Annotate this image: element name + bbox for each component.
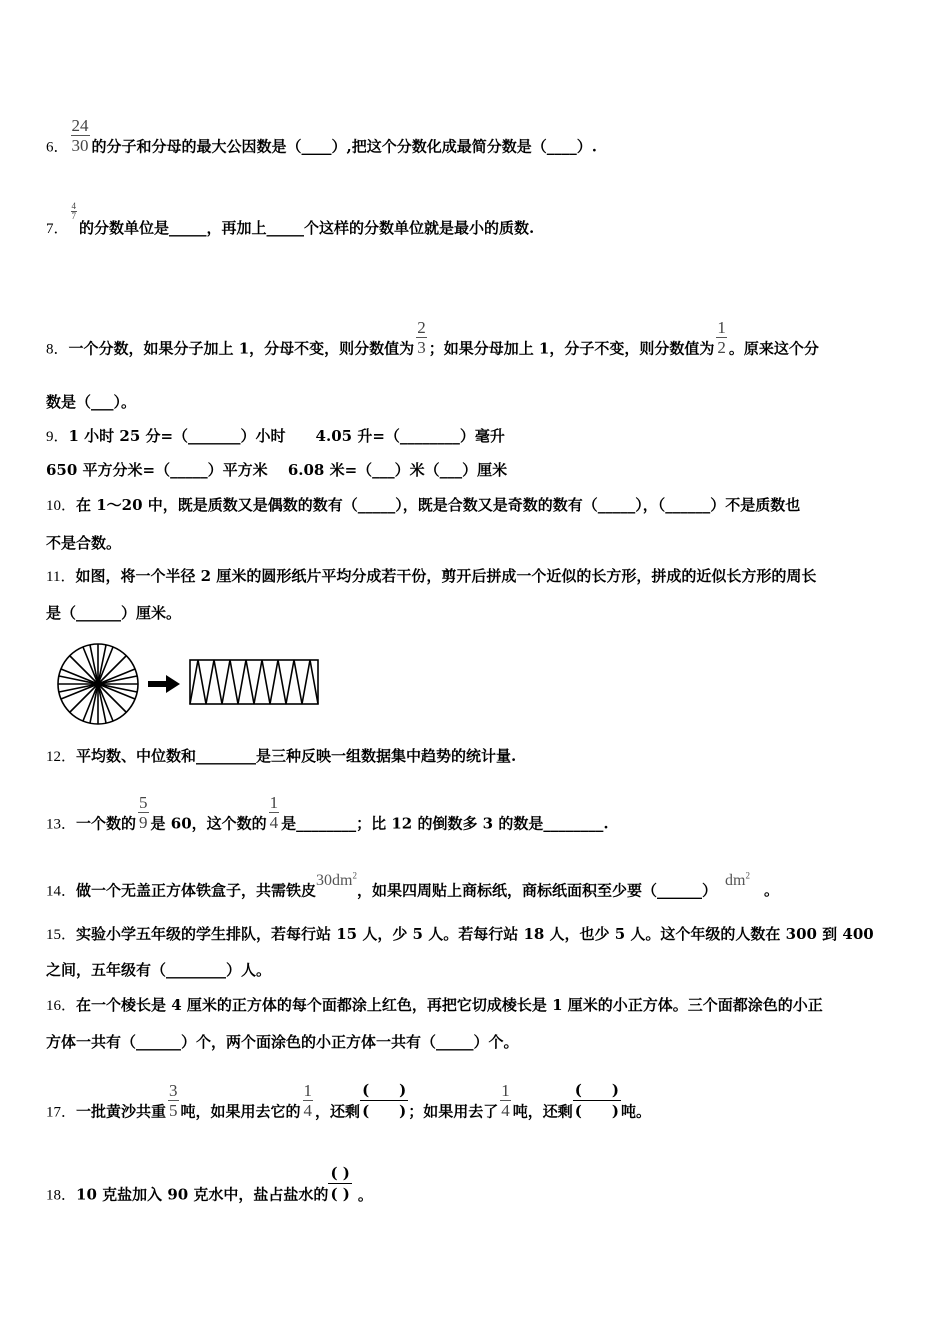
right-arrow-icon <box>148 675 180 693</box>
q17-blank-fraction-2[interactable]: ( ) ( ) <box>574 1081 619 1120</box>
q17-fraction-2: $\frac{1}{4}$ <box>303 1081 313 1120</box>
q11-line-1: 如图，将一个半径 2 厘米的圆形纸片平均分成若干份，剪开后拼成一个近似的长方形，拼成的近似长方形的周长 <box>75 567 817 585</box>
question-6 <box>46 116 597 167</box>
q14-number: 14． <box>46 883 77 900</box>
circle-center-dot <box>94 680 102 688</box>
q17-text-2: 吨，如果用去它的 <box>180 1102 301 1121</box>
q7-text: 的分数单位是_____，再加上_____个这样的分数单位就是最小的质数. <box>79 219 535 237</box>
q17-number: 17． <box>46 1104 77 1121</box>
q13-text-1: 一个数的 <box>76 814 137 833</box>
q8-text-2: ；如果分母加上 1，分子不变，则分数值为 <box>428 339 715 358</box>
question-16 <box>46 995 823 1016</box>
q8-text-1: 一个分数，如果分子加上 1，分母不变，则分数值为 <box>68 339 415 358</box>
approx-rectangle <box>190 660 318 704</box>
q18-text-1: 10 克盐加入 90 克水中，盐占盐水的 <box>76 1185 329 1204</box>
q8-number: 8． <box>46 341 69 358</box>
q16-line-1: 在一个棱长是 4 厘米的正方体的每个面都涂上红色，再把它切成棱长是 1 厘米的小正方体。三个面都涂色的小正 <box>76 996 823 1014</box>
q18-text-2: 。 <box>357 1185 373 1204</box>
q11-number: 11． <box>46 569 76 585</box>
q17-fraction-3: $\frac{1}{4}$ <box>501 1081 510 1120</box>
q10-number: 10． <box>46 498 77 514</box>
q14-text-3: 。 <box>763 881 779 900</box>
q13-fraction-2: $\frac{1}{4}$ <box>269 793 279 832</box>
question-8 <box>46 318 819 369</box>
q8-fraction-2: $\frac{1}{2}$ <box>717 318 726 357</box>
question-10-line-2: 不是合数。 <box>46 534 122 552</box>
q17-text-3: ，还剩 <box>315 1102 361 1121</box>
q13-text-2: 是 60，这个数的 <box>150 814 267 833</box>
q14-unit-2: $dm^2$ <box>725 871 750 890</box>
q13-fraction-1: $\frac{5}{9}$ <box>139 793 148 832</box>
q15-line-1: 实验小学五年级的学生排队，若每行站 15 人，少 5 人。若每行站 18 人，也少 5 人。这个年级的人数在 300 到 400 <box>76 925 874 943</box>
q6-text: 的分子和分母的最大公因数是（____）,把这个分数化成最简分数是（____）. <box>91 137 597 156</box>
question-15-line-2: 之间，五年级有（________）人。 <box>46 961 272 979</box>
question-10 <box>46 495 800 516</box>
q12-text: 平均数、中位数和________是三种反映一组数据集中趋势的统计量. <box>76 747 517 765</box>
question-7 <box>46 200 535 239</box>
q8-fraction-1: $\frac{2}{3}$ <box>417 318 426 357</box>
question-9-line-2: 650 平方分米=（_____）平方米 6.08 米=（___）米（___）厘米 <box>46 461 508 479</box>
question-13 <box>46 793 609 844</box>
question-8-line-2: 数是（___）。 <box>46 393 137 411</box>
q13-number: 13． <box>46 816 77 833</box>
q14-text-2: ，如果四周贴上商标纸，商标纸面积至少要（______） <box>356 881 717 900</box>
q9-number: 9． <box>46 429 69 445</box>
question-11 <box>46 566 816 587</box>
question-9 <box>46 426 505 447</box>
q17-text-4: ；如果用去了 <box>408 1102 499 1121</box>
q15-number: 15． <box>46 927 77 943</box>
q17-fraction-1: $\frac{3}{5}$ <box>169 1081 178 1120</box>
q8-text-3: 。原来这个分 <box>728 339 819 358</box>
q18-blank-fraction[interactable]: ( ) ( ) <box>330 1164 350 1203</box>
question-16-line-2: 方体一共有（______）个，两个面涂色的小正方体一共有（_____）个。 <box>46 1033 519 1051</box>
question-15 <box>46 924 874 945</box>
circle-to-rectangle-figure <box>56 640 326 730</box>
q13-text-3: 是________；比 12 的倒数多 3 的数是________. <box>281 814 609 833</box>
question-11-line-2: 是（______）厘米。 <box>46 604 182 622</box>
q17-text-5: 吨，还剩 <box>512 1102 573 1121</box>
question-14 <box>46 871 779 901</box>
q6-fraction: $\frac{24}{30}$ <box>71 116 89 155</box>
q16-number: 16． <box>46 998 77 1014</box>
q14-unit-1: $30dm^2$ <box>316 871 357 890</box>
q12-number: 12． <box>46 749 77 765</box>
question-12 <box>46 746 516 767</box>
q10-line-1: 在 1～20 中，既是质数又是偶数的数有（_____），既是合数又是奇数的数有（_____），（______）不是质数也 <box>76 496 801 514</box>
question-17 <box>46 1081 652 1133</box>
q9-line-1: 1 小时 25 分=（_______）小时 4.05 升=（________）毫升 <box>68 427 505 445</box>
q14-text-1: 做一个无盖正方体铁盒子，共需铁皮 <box>76 881 317 900</box>
q7-fraction: $\frac{4}{7}$ <box>71 200 77 221</box>
q6-number: 6． <box>46 139 69 156</box>
q18-number: 18． <box>46 1187 77 1204</box>
q17-blank-fraction-1[interactable]: ( ) ( ) <box>362 1081 407 1120</box>
q17-text-1: 一批黄沙共重 <box>76 1102 167 1121</box>
q17-text-6: 吨。 <box>621 1102 652 1121</box>
question-18 <box>46 1164 373 1216</box>
q7-number: 7． <box>46 221 69 237</box>
